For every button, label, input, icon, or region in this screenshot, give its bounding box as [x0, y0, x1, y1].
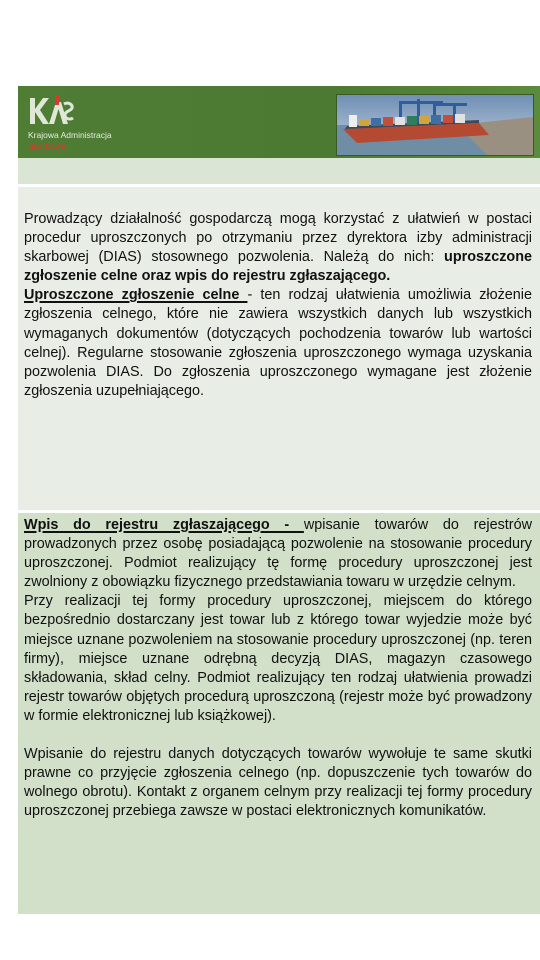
- panel2-text: [24, 516, 532, 821]
- simplified-declaration-panel: [18, 187, 540, 510]
- legal-effect-paragraph: Wpisanie do rejestru danych dotyczących towarów wywołuje te same skutki prawne co przyjęcie zgłoszenia celnego (np. dopuszczenie tych towarów do wolnego obrotu). Kontakt z organem celnym przy realizacji tej formy procedury uproszczonej przebiega zawsze w postaci elektronicznych komunikatów.: [24, 746, 532, 820]
- location-paragraph: Przy realizacji tej formy procedury uproszczonej, miejscem do którego bezpośrednio dostarczany jest towar lub z którego towar wyjedzie może być miejsce uznane pozwoleniem na stosowanie procedury uproszczonej (np. teren firmy), miejsce uznane odrębną decyzją DIAS, magazyn czasowego składowania, skład celny. Podmiot realizujący ten rodzaj ułatwienia prowadzi rejestr towarów objętych procedurą uproszczoną (rejestr może być prowadzony w formie elektronicznej lub książkowej).: [24, 593, 532, 724]
- intro-bold-text: uproszczone zgłoszenie celne oraz wpis do rejestru zgłaszającego.: [24, 249, 532, 285]
- kas-logo-icon: [28, 94, 74, 128]
- paragraph-gap: [24, 726, 532, 745]
- logo-line-2: Skarbowa: [28, 141, 66, 151]
- header-banner: [18, 86, 540, 158]
- kas-logo: [28, 94, 138, 154]
- decorative-strip: [18, 158, 540, 184]
- entry-in-records-panel: [18, 513, 540, 914]
- simplified-declaration-text: - ten rodzaj ułatwienia umożliwia złożenie zgłoszenia celnego, które nie zawiera wszystkich danych lub wszystkich wymaganych dokumentów (dotyczących pochodzenia towarów lub wartości celnej). Regularne stosowanie zgłoszenia uproszczonego wymaga uzyskania pozwolenia DIAS. Do zgłoszenia uproszczonego wymagane jest złożenie zgłoszenia uzupełniającego.: [24, 287, 532, 399]
- simplified-declaration-heading: Uproszczone zgłoszenie celne: [24, 287, 248, 304]
- entry-in-records-heading: Wpis do rejestru zgłaszającego -: [24, 517, 304, 533]
- entry-in-records-paragraph: [24, 516, 532, 592]
- entry-in-records-text: wpisanie towarów do rejestrów prowadzonych przez osobę posiadającą pozwolenie na stosowanie procedury uproszczonej. Podmiot realizujący tę formę procedury uproszczonej jest zwolniony z obowiązku fizycznego przedstawiania towaru w urzędzie celnym.: [24, 517, 532, 591]
- intro-text: Prowadzący działalność gospodarczą mogą korzystać z ułatwień w postaci procedur uproszczonych po otrzymaniu przez dyrektora izby administracji skarbowej (DIAS) stosownego pozwolenia. Należą do nich:: [24, 211, 532, 266]
- simplified-declaration-paragraph: [24, 286, 532, 401]
- panel1-text: [24, 210, 532, 401]
- intro-paragraph: [24, 210, 532, 286]
- container-ship-photo: [336, 94, 534, 156]
- logo-line-1: Krajowa Administracja: [28, 130, 112, 140]
